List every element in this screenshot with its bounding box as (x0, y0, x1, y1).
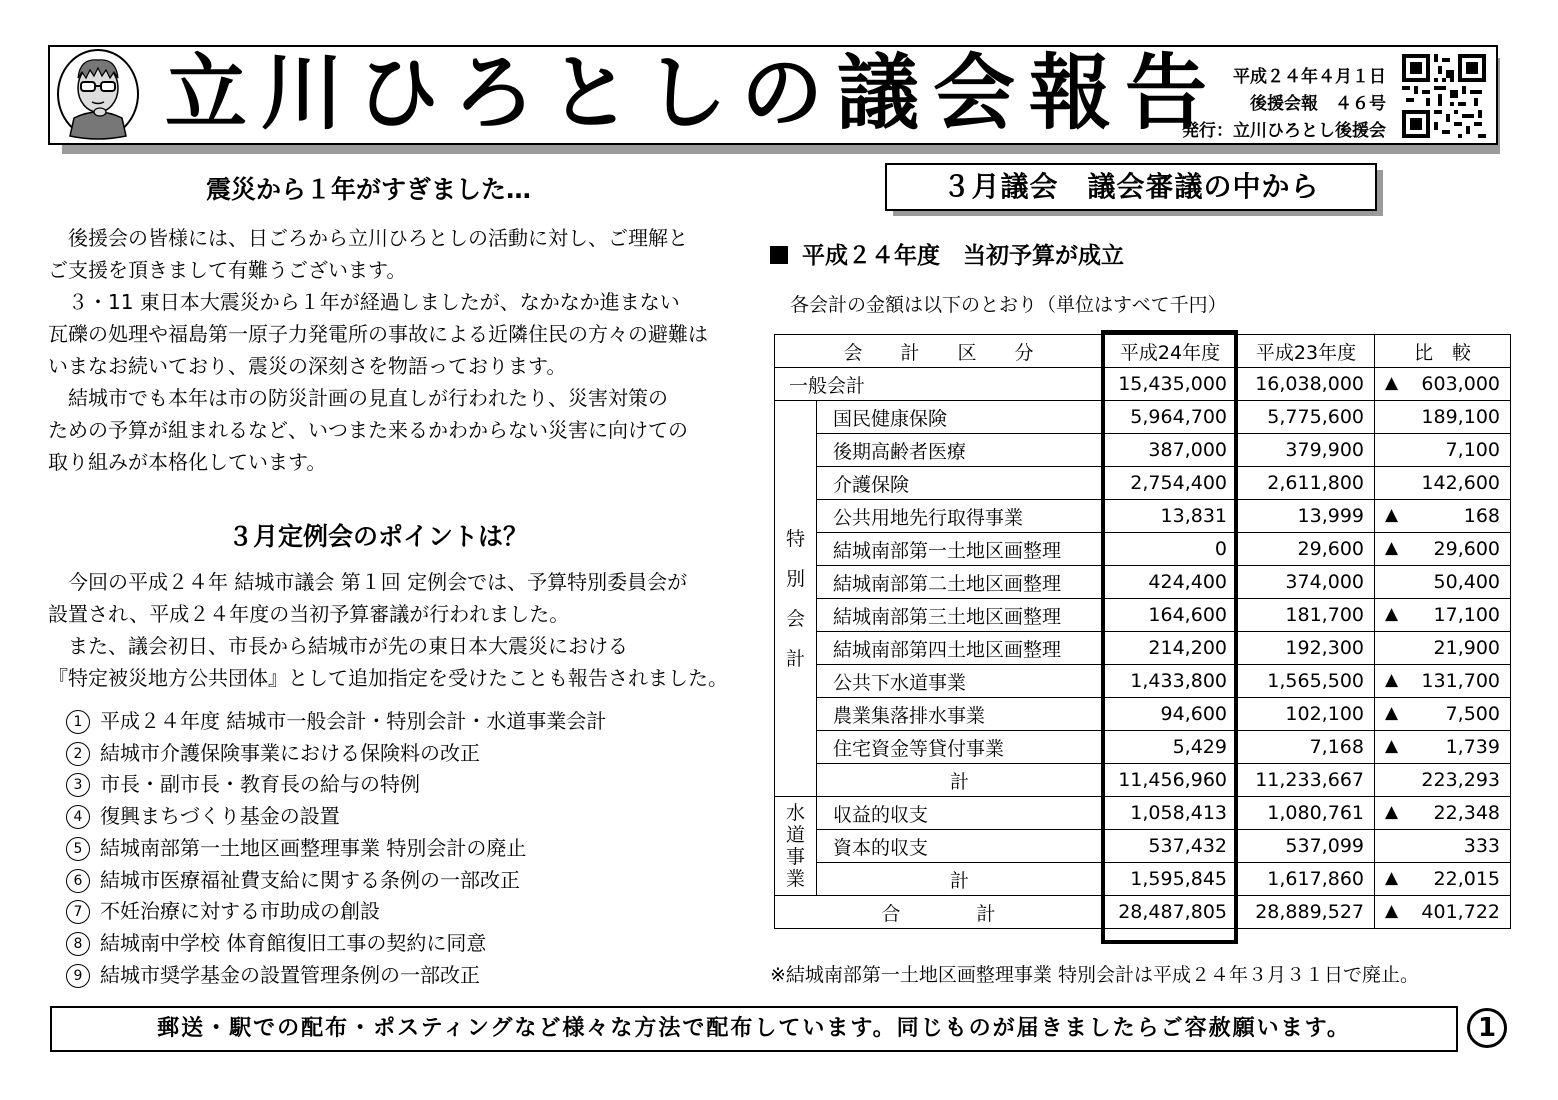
points-line: 今回の平成２４年 結城市議会 第１回 定例会では、予算特別委員会が (48, 570, 688, 594)
table-row (775, 434, 1511, 467)
points-heading: ３月定例会のポイントは？ (228, 522, 529, 551)
fy23-value: 374,000 (1238, 566, 1375, 599)
table-row (775, 731, 1511, 764)
diff-value: 1,739 (1445, 736, 1500, 758)
diff-value: 17,100 (1433, 604, 1500, 626)
fy23-value: 29,600 (1238, 533, 1375, 566)
fy24-value: 28,487,805 (1103, 896, 1238, 929)
group-label-char: 道 (785, 824, 805, 846)
item-number: 6 (66, 869, 90, 893)
water-accounts-label (775, 797, 817, 896)
diff-value: 142,600 (1421, 472, 1500, 494)
diff-cell (1375, 797, 1511, 830)
diff-cell (1375, 830, 1511, 863)
column-header: 平成23年度 (1238, 335, 1375, 368)
group-label-char: 会 (785, 607, 805, 630)
special-accounts-label (775, 401, 817, 797)
diff-cell (1375, 896, 1511, 929)
unit-note: 各会計の金額は以下のとおり（単位はすべて千円） (790, 294, 1227, 316)
table-header-row (775, 335, 1511, 368)
diff-cell (1375, 599, 1511, 632)
account-name: 国民健康保険 (817, 401, 1103, 434)
diff-value: 131,700 (1421, 670, 1500, 692)
diff-value: 22,348 (1433, 802, 1500, 824)
intro-line: 結城市でも本年は市の防災計画の見直しが行われたり、災害対策の (48, 386, 668, 410)
table-row (775, 764, 1511, 797)
table-row (775, 500, 1511, 533)
distribution-notice: 郵送・駅での配布・ポスティングなど様々な方法で配布しています。同じものが届きましたらご容赦願います。 (50, 1006, 1458, 1052)
item-text: 復興まちづくり基金の設置 (100, 804, 340, 829)
diff-value: 21,900 (1433, 637, 1500, 659)
diff-value: 401,722 (1421, 901, 1500, 923)
intro-line: 後援会の皆様には、日ごろから立川ひろとしの活動に対し、ご理解と (48, 226, 688, 250)
diff-cell (1375, 434, 1511, 467)
table-row (775, 896, 1511, 929)
table-row (775, 368, 1511, 401)
diff-cell (1375, 764, 1511, 797)
decrease-triangle-icon: ▲ (1385, 670, 1399, 690)
fy23-value: 1,565,500 (1238, 665, 1375, 698)
fy24-value: 424,400 (1103, 566, 1238, 599)
fy24-value: 1,595,845 (1103, 863, 1238, 896)
fy24-value: 5,429 (1103, 731, 1238, 764)
item-text: 平成２４年度 結城市一般会計・特別会計・水道事業会計 (100, 709, 607, 733)
item-text: 結城市医療福祉費支給に関する条例の一部改正 (100, 867, 520, 892)
diff-cell (1375, 698, 1511, 731)
account-name: 介護保険 (817, 467, 1103, 500)
item-number: 2 (66, 742, 90, 766)
item-text: 市長・副市長・教育長の給与の特例 (100, 772, 420, 797)
item-number: 9 (66, 964, 90, 988)
budget-heading (770, 237, 1124, 270)
account-name: 結城南部第四土地区画整理 (817, 632, 1103, 665)
fy23-value: 28,889,527 (1238, 896, 1375, 929)
intro-line: ための予算が組まれるなど、いつまた来るかわからない災害に向けての (48, 418, 688, 442)
column-header: 比 較 (1375, 335, 1511, 368)
table-row (775, 698, 1511, 731)
diff-value: 50,400 (1433, 571, 1500, 593)
budget-table-body (775, 335, 1511, 929)
diff-cell (1375, 665, 1511, 698)
account-name: 後期高齢者医療 (817, 434, 1103, 467)
column-header: 平成24年度 (1103, 335, 1238, 368)
fy23-value: 2,611,800 (1238, 467, 1375, 500)
publisher: 発行：立川ひろとし後援会 (1182, 121, 1386, 141)
account-name: 結城南部第一土地区画整理 (817, 533, 1103, 566)
decrease-triangle-icon: ▲ (1385, 868, 1399, 888)
table-row (775, 632, 1511, 665)
budget-table (774, 334, 1511, 929)
intro-text (48, 222, 758, 478)
item-text: 結城市介護保険事業における保険料の改正 (100, 740, 480, 765)
table-row (775, 533, 1511, 566)
item-number: 8 (66, 932, 90, 956)
table-row (775, 665, 1511, 698)
fy24-value: 11,456,960 (1103, 764, 1238, 797)
account-name: 一般会計 (775, 368, 1103, 401)
diff-value: 333 (1463, 835, 1500, 857)
account-name: 公共用地先行取得事業 (817, 500, 1103, 533)
fy23-value: 181,700 (1238, 599, 1375, 632)
diff-value: 7,500 (1445, 703, 1500, 725)
fy24-value: 1,433,800 (1103, 665, 1238, 698)
fy24-value: 214,200 (1103, 632, 1238, 665)
fy23-value: 1,080,761 (1238, 797, 1375, 830)
points-line: 設置され、平成２４年度の当初予算審議が行われました。 (48, 602, 570, 626)
fy23-value: 11,233,667 (1238, 764, 1375, 797)
agenda-item (66, 865, 606, 897)
table-row (775, 401, 1511, 434)
diff-cell (1375, 533, 1511, 566)
issue-number: 後援会報 ４６号 (1250, 94, 1386, 114)
group-label-char: 計 (785, 647, 805, 670)
section-title: ３月議会 議会審議の中から (885, 163, 1377, 211)
decrease-triangle-icon: ▲ (1385, 736, 1399, 756)
table-row (775, 863, 1511, 896)
intro-line: ３・11 東日本大震災から１年が経過しましたが、なかなか進まない (48, 290, 680, 314)
decrease-triangle-icon: ▲ (1385, 505, 1399, 525)
fy24-value: 2,754,400 (1103, 467, 1238, 500)
agenda-item (66, 896, 606, 928)
diff-cell (1375, 467, 1511, 500)
group-label-char: 特 (785, 527, 805, 550)
avatar-illustration (56, 48, 140, 140)
item-text: 結城南部第一土地区画整理事業 特別会計の廃止 (100, 835, 527, 860)
table-row (775, 566, 1511, 599)
budget-heading-text: 平成２４年度 当初予算が成立 (802, 243, 1124, 269)
decrease-triangle-icon: ▲ (1385, 703, 1399, 723)
page-number: 1 (1467, 1008, 1507, 1048)
diff-value: 7,100 (1445, 439, 1500, 461)
intro-line: 取り組みが本格化しています。 (48, 450, 327, 474)
fy24-value: 94,600 (1103, 698, 1238, 731)
intro-line: ご支援を頂きまして有難うございます。 (48, 258, 407, 282)
issue-date: 平成２４年４月１日 (1233, 67, 1386, 87)
square-bullet-icon (770, 246, 788, 264)
agenda-item (66, 833, 606, 865)
decrease-triangle-icon: ▲ (1385, 802, 1399, 822)
decrease-triangle-icon: ▲ (1385, 604, 1399, 624)
agenda-item (66, 928, 606, 960)
diff-cell (1375, 731, 1511, 764)
column-header: 会 計 区 分 (775, 335, 1103, 368)
diff-cell (1375, 863, 1511, 896)
fy23-value: 102,100 (1238, 698, 1375, 731)
account-name: 結城南部第二土地区画整理 (817, 566, 1103, 599)
item-number: 4 (66, 805, 90, 829)
fy24-value: 537,432 (1103, 830, 1238, 863)
group-label-char: 事 (785, 846, 805, 868)
points-line: 『特定被災地方公共団体』として追加指定を受けたことも報告されました。 (48, 666, 728, 690)
intro-line: 瓦礫の処理や福島第一原子力発電所の事故による近隣住民の方々の避難は (48, 322, 708, 346)
fy23-value: 379,900 (1238, 434, 1375, 467)
fy24-value: 164,600 (1103, 599, 1238, 632)
fy24-value: 1,058,413 (1103, 797, 1238, 830)
account-name: 計 (817, 764, 1103, 797)
item-number: 7 (66, 900, 90, 924)
item-number: 5 (66, 837, 90, 861)
account-name: 結城南部第三土地区画整理 (817, 599, 1103, 632)
intro-heading: 震災から１年がすぎました… (206, 175, 532, 204)
fy23-value: 1,617,860 (1238, 863, 1375, 896)
diff-cell (1375, 368, 1511, 401)
fy23-value: 192,300 (1238, 632, 1375, 665)
item-text: 不妊治療に対する市助成の創設 (100, 899, 380, 924)
diff-cell (1375, 401, 1511, 434)
account-name: 合 計 (775, 896, 1103, 929)
agenda-item (66, 706, 606, 738)
fy23-value: 13,999 (1238, 500, 1375, 533)
decrease-triangle-icon: ▲ (1385, 538, 1399, 558)
table-row (775, 467, 1511, 500)
group-label-char: 水 (785, 802, 805, 824)
account-name: 計 (817, 863, 1103, 896)
account-name: 公共下水道事業 (817, 665, 1103, 698)
group-label-char: 業 (785, 868, 805, 890)
group-label-char: 別 (785, 567, 805, 590)
fy24-value: 0 (1103, 533, 1238, 566)
points-text (48, 566, 758, 694)
fy23-value: 5,775,600 (1238, 401, 1375, 434)
agenda-item (66, 801, 606, 833)
points-line: また、議会初日、市長から結城市が先の東日本大震災における (48, 634, 628, 658)
account-name: 住宅資金等貸付事業 (817, 731, 1103, 764)
intro-line: いまなお続いており、震災の深刻さを物語っております。 (48, 354, 567, 378)
fy24-value: 387,000 (1103, 434, 1238, 467)
diff-cell (1375, 566, 1511, 599)
diff-cell (1375, 632, 1511, 665)
decrease-triangle-icon: ▲ (1385, 373, 1399, 393)
item-text: 結城南中学校 体育館復旧工事の契約に同意 (100, 930, 487, 955)
fy23-value: 537,099 (1238, 830, 1375, 863)
diff-value: 168 (1463, 505, 1500, 527)
account-name: 農業集落排水事業 (817, 698, 1103, 731)
table-row (775, 599, 1511, 632)
account-name: 資本的収支 (817, 830, 1103, 863)
fy24-value: 15,435,000 (1103, 368, 1238, 401)
item-text: 結城市奨学基金の設置管理条例の一部改正 (100, 962, 480, 987)
fy23-value: 7,168 (1238, 731, 1375, 764)
item-number: 3 (66, 773, 90, 797)
table-row (775, 797, 1511, 830)
footnote: ※結城南部第一土地区画整理事業 特別会計は平成２４年３月３１日で廃止。 (770, 964, 1419, 986)
diff-value: 603,000 (1421, 373, 1500, 395)
diff-value: 29,600 (1433, 538, 1500, 560)
diff-value: 22,015 (1433, 868, 1500, 890)
agenda-item (66, 769, 606, 801)
fy24-value: 5,964,700 (1103, 401, 1238, 434)
newsletter-title: 立川ひろとしの議会報告 (165, 46, 1222, 141)
qr-code[interactable] (1402, 54, 1486, 138)
agenda-item (66, 960, 606, 992)
decrease-triangle-icon: ▲ (1385, 901, 1399, 921)
account-name: 収益的収支 (817, 797, 1103, 830)
fy24-value: 13,831 (1103, 500, 1238, 533)
fy23-value: 16,038,000 (1238, 368, 1375, 401)
table-row (775, 830, 1511, 863)
diff-value: 189,100 (1421, 406, 1500, 428)
diff-value: 223,293 (1421, 769, 1500, 791)
item-number: 1 (66, 710, 90, 734)
agenda-item (66, 738, 606, 770)
diff-cell (1375, 500, 1511, 533)
agenda-list (66, 706, 606, 991)
